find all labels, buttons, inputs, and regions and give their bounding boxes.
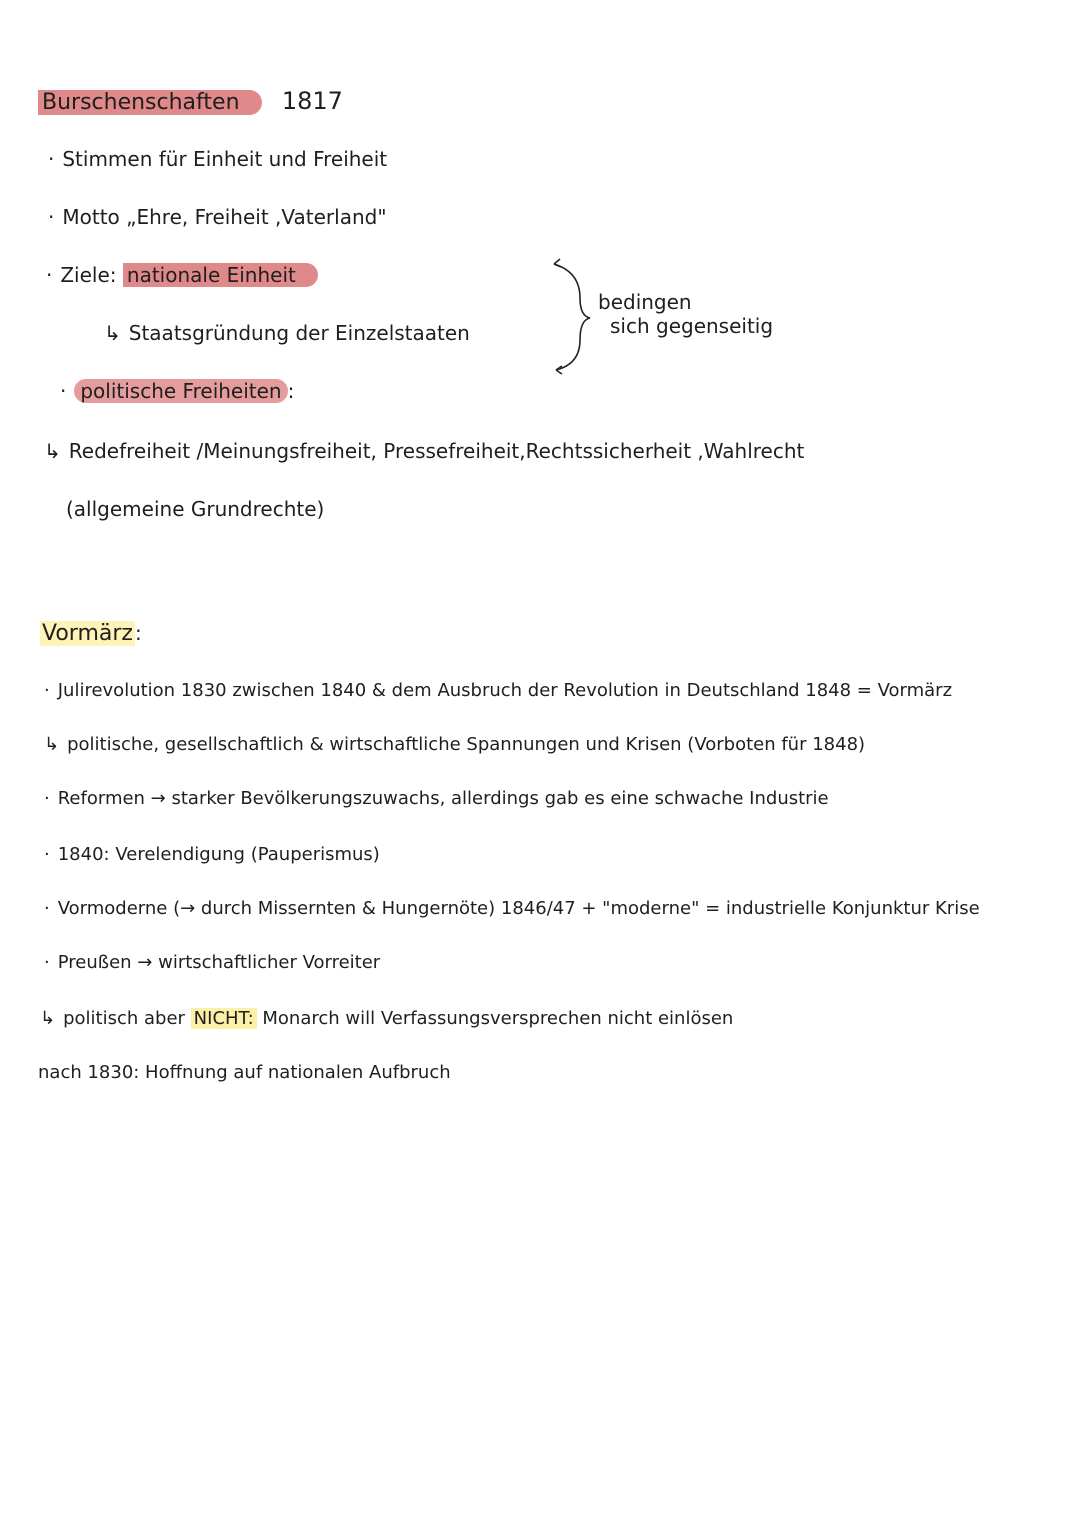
- side-note-line: bedingen: [598, 290, 692, 314]
- sub-item-text: Monarch will Verfassungsversprechen nicht einlösen: [262, 1008, 734, 1029]
- arrow-return-icon: ↳: [40, 1008, 56, 1029]
- list-item: [48, 146, 387, 172]
- list-item: [44, 950, 380, 976]
- bullet-icon: ·: [48, 205, 55, 229]
- sub-item: [40, 1006, 733, 1032]
- ziele-label: Ziele:: [60, 263, 117, 287]
- bullet-icon: ·: [44, 844, 50, 865]
- bullet-icon: ·: [44, 952, 50, 973]
- section2-heading: [40, 620, 142, 647]
- list-item: [60, 378, 294, 404]
- list-item-text: Reformen → starker Bevölkerungszuwachs, allerdings gab es eine schwache Industrie: [57, 788, 829, 809]
- colon: :: [287, 379, 295, 403]
- section1-year: 1817: [281, 87, 343, 115]
- list-item-text: Preußen → wirtschaftlicher Vorreiter: [57, 952, 381, 973]
- arrow-return-icon: ↳: [104, 321, 121, 345]
- bullet-icon: ·: [60, 379, 67, 403]
- ziele-value: nationale Einheit: [123, 263, 318, 287]
- list-item: [48, 204, 387, 230]
- list-item: [46, 262, 318, 288]
- grundrechte: (allgemeine Grundrechte): [66, 497, 325, 521]
- sub-item-text: politische, gesellschaftlich & wirtschaftliche Spannungen und Krisen (Vorboten für 1848): [67, 734, 866, 755]
- list-item-text: Vormoderne (→ durch Missernten & Hungernöte) 1846/47 + "moderne" = industrielle Konjunktur Krise: [57, 898, 980, 919]
- list-item-text: Julirevolution 1830 zwischen 1840 & dem Ausbruch der Revolution in Deutschland 1848 = Vormärz: [57, 680, 953, 701]
- section1-heading: [38, 88, 343, 116]
- arrow-return-icon: ↳: [44, 439, 61, 463]
- bullet-icon: ·: [44, 898, 50, 919]
- bullet-icon: ·: [44, 680, 50, 701]
- list-item: [44, 786, 829, 812]
- closing-line: nach 1830: Hoffnung auf nationalen Aufbruch: [38, 1062, 451, 1083]
- bullet-icon: ·: [44, 788, 50, 809]
- arrow-return-icon: ↳: [44, 734, 60, 755]
- list-item-text: Stimmen für Einheit und Freiheit: [62, 147, 388, 171]
- section1-title: Burschenschaften: [38, 90, 262, 115]
- bullet-icon: ·: [46, 263, 53, 287]
- nicht-highlight: NICHT:: [191, 1008, 257, 1029]
- side-note: [598, 290, 773, 338]
- freiheiten-label: politische Freiheiten: [74, 379, 287, 403]
- sub-item-text: politisch aber: [63, 1008, 185, 1029]
- list-item: [44, 896, 980, 922]
- side-note-line: sich gegenseitig: [610, 314, 774, 338]
- colon: :: [134, 621, 142, 645]
- bullet-icon: ·: [48, 147, 55, 171]
- list-item: [44, 678, 952, 704]
- sub-item: [44, 732, 865, 758]
- section2-title: Vormärz: [42, 621, 133, 646]
- sub-item-text: Redefreiheit /Meinungsfreiheit, Pressefreiheit,Rechtssicherheit ,Wahlrecht: [68, 439, 805, 463]
- list-item: [44, 842, 380, 868]
- list-item-text: Motto „Ehre, Freiheit ,Vaterland": [62, 205, 387, 229]
- sub-item-text: Staatsgründung der Einzelstaaten: [128, 321, 470, 345]
- sub-item: [44, 438, 804, 464]
- list-item-text: 1840: Verelendigung (Pauperismus): [57, 844, 380, 865]
- sub-item: [104, 320, 470, 346]
